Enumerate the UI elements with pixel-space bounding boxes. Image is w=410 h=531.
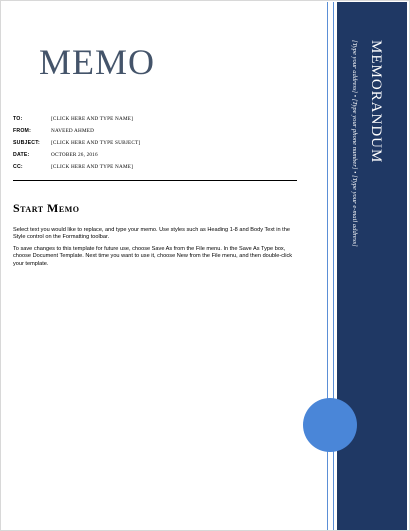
sidebar-band <box>337 2 407 530</box>
field-row-subject <box>13 137 303 149</box>
field-label-to: TO: <box>13 116 23 122</box>
field-label-from: FROM: <box>13 128 31 134</box>
field-label-subject: SUBJECT: <box>13 140 40 146</box>
body-paragraph-2[interactable]: To save changes to this template for future use, choose Save As from the File menu. In the Save As Type box, choose Document Template. Next time you want to use it, choose New from the File menu, and then double-click your template. <box>13 246 293 267</box>
field-row-to <box>13 113 303 125</box>
body-paragraph-1[interactable]: Select text you would like to replace, and type your memo. Use styles such as Heading 1-8 and Body Text in the Style control on the Formatting toolbar. <box>13 227 290 241</box>
field-value-from[interactable]: NAVEED AHMED <box>51 128 95 134</box>
field-value-date[interactable]: OCTOBER 26, 2016 <box>51 152 98 158</box>
field-label-cc: CC: <box>13 164 23 170</box>
field-label-date: DATE: <box>13 152 30 158</box>
field-row-date <box>13 149 303 161</box>
field-row-from <box>13 125 303 137</box>
field-row-cc <box>13 161 303 173</box>
section-heading[interactable]: Start Memo <box>13 201 80 215</box>
sidebar-text-area <box>337 2 407 530</box>
sidebar-contact-line[interactable]: [Type your address] • [Type your phone number] • [Type your e-mail address] <box>351 40 358 247</box>
memo-header-fields <box>13 113 303 173</box>
field-value-cc[interactable]: [CLICK HERE AND TYPE NAME] <box>51 164 134 170</box>
sidebar-title[interactable]: MEMORANDUM <box>368 40 384 164</box>
memo-title[interactable]: MEMO <box>39 42 156 82</box>
header-divider <box>13 180 297 181</box>
field-value-to[interactable]: [CLICK HERE AND TYPE NAME] <box>51 116 134 122</box>
field-value-subject[interactable]: [CLICK HERE AND TYPE SUBJECT] <box>51 140 141 146</box>
decorative-circle <box>303 398 357 452</box>
